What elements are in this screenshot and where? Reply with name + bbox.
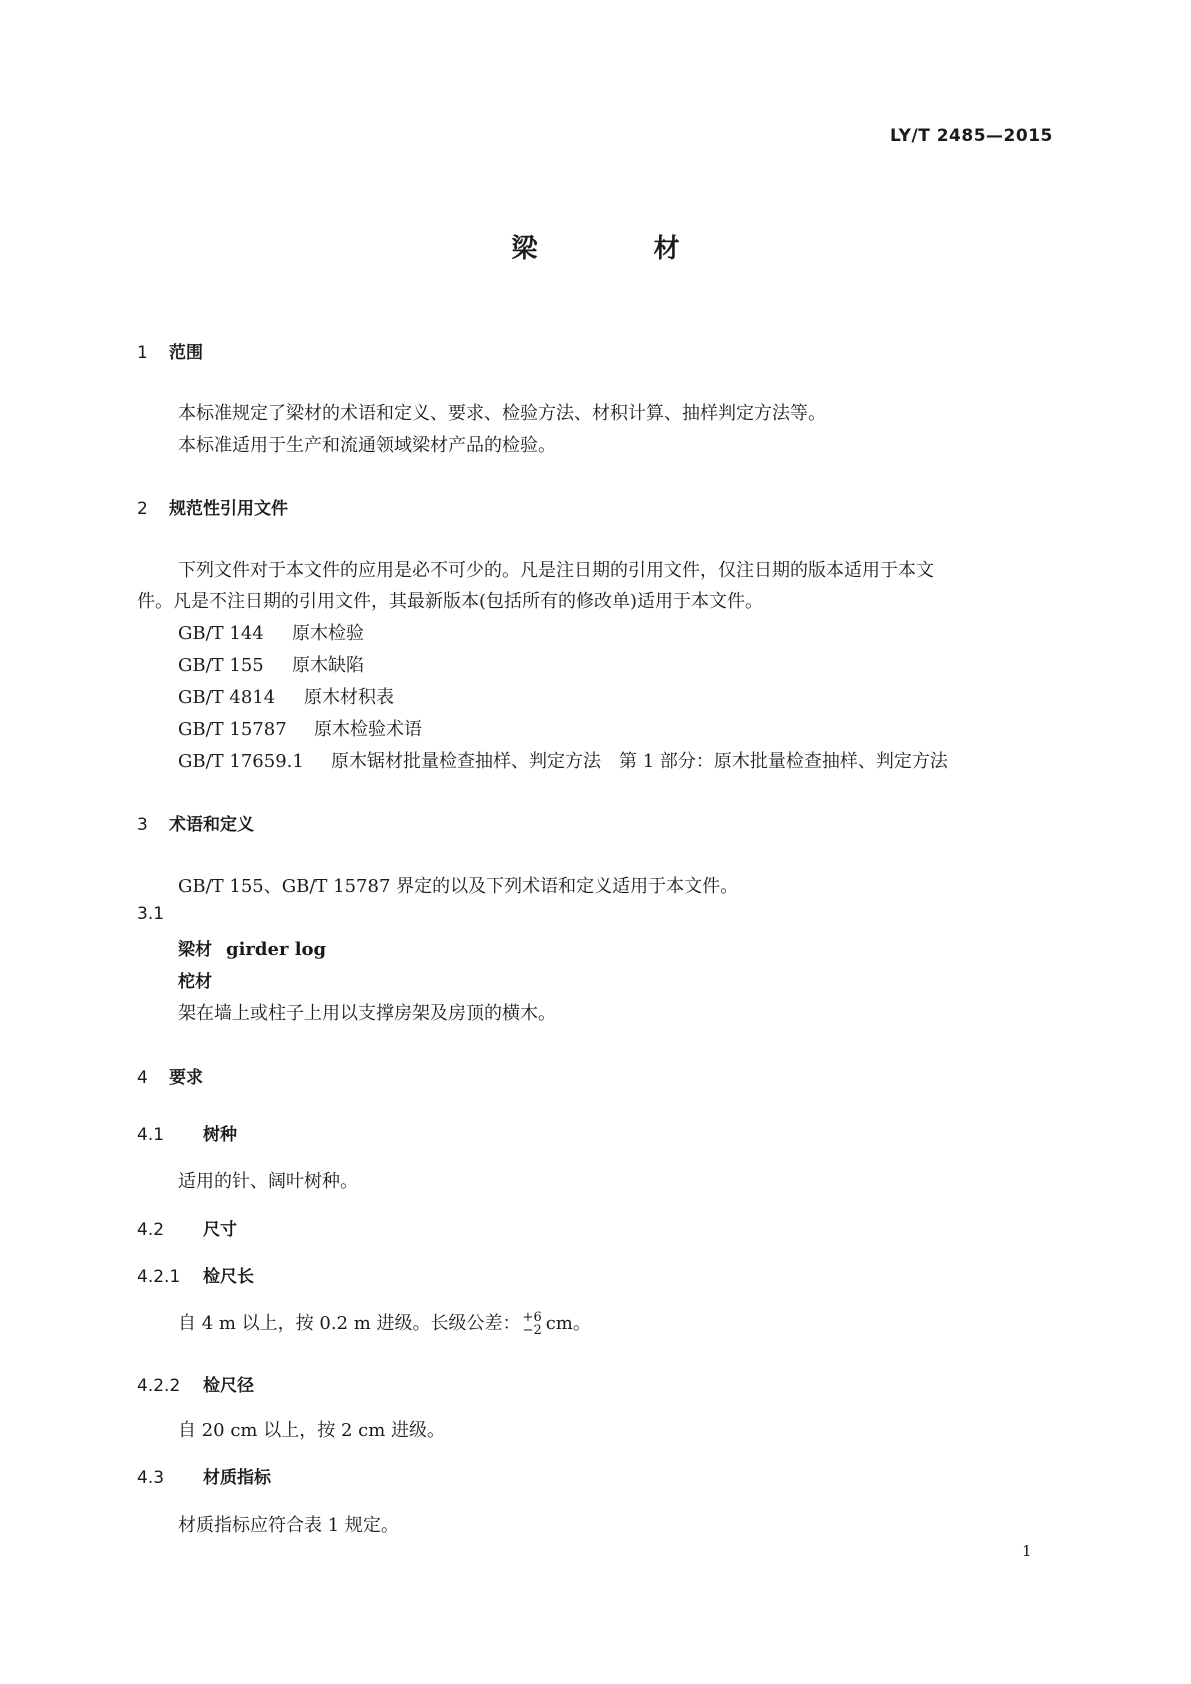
reference-code: GB/T 17659.1 xyxy=(178,751,304,772)
reference-code: GB/T 144 xyxy=(178,623,264,644)
normative-reference xyxy=(178,715,422,741)
section-4-3-number: 4.3 xyxy=(137,1468,165,1488)
section-4-2-1-title: 检尺长 xyxy=(203,1267,254,1287)
term-synonym: 柁材 xyxy=(178,972,212,992)
title-char-2: 材 xyxy=(653,234,680,264)
section-4-2-2-title: 检尺径 xyxy=(203,1376,254,1396)
section-4-2-1-text xyxy=(178,1309,591,1337)
section-4-2-1-heading xyxy=(137,1262,254,1287)
section-1-paragraph-2: 本标准适用于生产和流通领域梁材产品的检验。 xyxy=(178,435,556,456)
term-chinese: 梁材 xyxy=(178,940,212,960)
tolerance-unit: cm。 xyxy=(545,1313,591,1334)
clause-3-1-number: 3.1 xyxy=(137,904,165,924)
section-4-2-number: 4.2 xyxy=(137,1220,165,1240)
tolerance-upper: +6 xyxy=(522,1310,542,1325)
section-4-2-2-text: 自 20 cm 以上，按 2 cm 进级。 xyxy=(178,1420,445,1441)
section-4-2-2-number: 4.2.2 xyxy=(137,1376,181,1396)
section-4-heading xyxy=(137,1063,203,1088)
section-4-title: 要求 xyxy=(169,1068,203,1088)
term-english: girder log xyxy=(226,939,327,960)
length-grade-text: 自 4 m 以上，按 0.2 m 进级。长级公差： xyxy=(178,1313,521,1334)
normative-reference xyxy=(178,683,394,709)
term-definition: 架在墙上或柱子上用以支撑房架及房顶的横木。 xyxy=(178,1003,556,1024)
section-4-2-title: 尺寸 xyxy=(203,1220,237,1240)
reference-title: 原木锯材批量检查抽样、判定方法 第 1 部分：原木批量检查抽样、判定方法 xyxy=(331,751,948,772)
section-1-paragraph-1: 本标准规定了梁材的术语和定义、要求、检验方法、材积计算、抽样判定方法等。 xyxy=(178,403,826,424)
section-3-paragraph: GB/T 155、GB/T 15787 界定的以及下列术语和定义适用于本文件。 xyxy=(178,876,739,897)
section-1-number: 1 xyxy=(137,343,148,363)
section-2-title: 规范性引用文件 xyxy=(169,499,288,519)
section-4-2-2-heading xyxy=(137,1371,254,1396)
section-2-paragraph-line-2: 件。凡是不注日期的引用文件，其最新版本(包括所有的修改单)适用于本文件。 xyxy=(137,591,764,612)
section-4-2-heading xyxy=(137,1215,237,1240)
section-3-title: 术语和定义 xyxy=(169,815,254,835)
reference-title: 原木缺陷 xyxy=(292,655,364,676)
title-char-1: 梁 xyxy=(511,234,538,264)
term-entry xyxy=(178,935,326,960)
reference-code: GB/T 15787 xyxy=(178,719,287,740)
normative-reference xyxy=(178,747,948,773)
section-3-number: 3 xyxy=(137,815,148,835)
section-4-3-heading xyxy=(137,1463,271,1488)
reference-title: 原木检验术语 xyxy=(314,719,422,740)
section-4-1-text: 适用的针、阔叶树种。 xyxy=(178,1171,358,1192)
tolerance-lower: −2 xyxy=(522,1323,542,1338)
reference-title: 原木材积表 xyxy=(304,687,394,708)
normative-reference xyxy=(178,651,364,677)
reference-title: 原木检验 xyxy=(292,623,364,644)
section-4-number: 4 xyxy=(137,1068,148,1088)
reference-code: GB/T 155 xyxy=(178,655,264,676)
section-2-heading xyxy=(137,494,288,519)
section-4-3-text: 材质指标应符合表 1 规定。 xyxy=(178,1515,399,1536)
reference-code: GB/T 4814 xyxy=(178,687,276,708)
section-4-1-title: 树种 xyxy=(203,1125,237,1145)
document-title xyxy=(0,228,1191,265)
section-4-2-1-number: 4.2.1 xyxy=(137,1267,181,1287)
section-4-3-title: 材质指标 xyxy=(203,1468,271,1488)
section-2-paragraph-line-1: 下列文件对于本文件的应用是必不可少的。凡是注日期的引用文件，仅注日期的版本适用于本文 xyxy=(178,560,934,581)
page-number: 1 xyxy=(1022,1542,1032,1560)
standard-code: LY/T 2485—2015 xyxy=(890,126,1053,146)
length-tolerance xyxy=(523,1311,542,1337)
section-1-heading xyxy=(137,338,203,363)
section-3-heading xyxy=(137,810,254,835)
section-2-number: 2 xyxy=(137,499,148,519)
section-4-1-number: 4.1 xyxy=(137,1125,165,1145)
section-4-1-heading xyxy=(137,1120,237,1145)
normative-reference xyxy=(178,619,364,645)
section-1-title: 范围 xyxy=(169,343,203,363)
